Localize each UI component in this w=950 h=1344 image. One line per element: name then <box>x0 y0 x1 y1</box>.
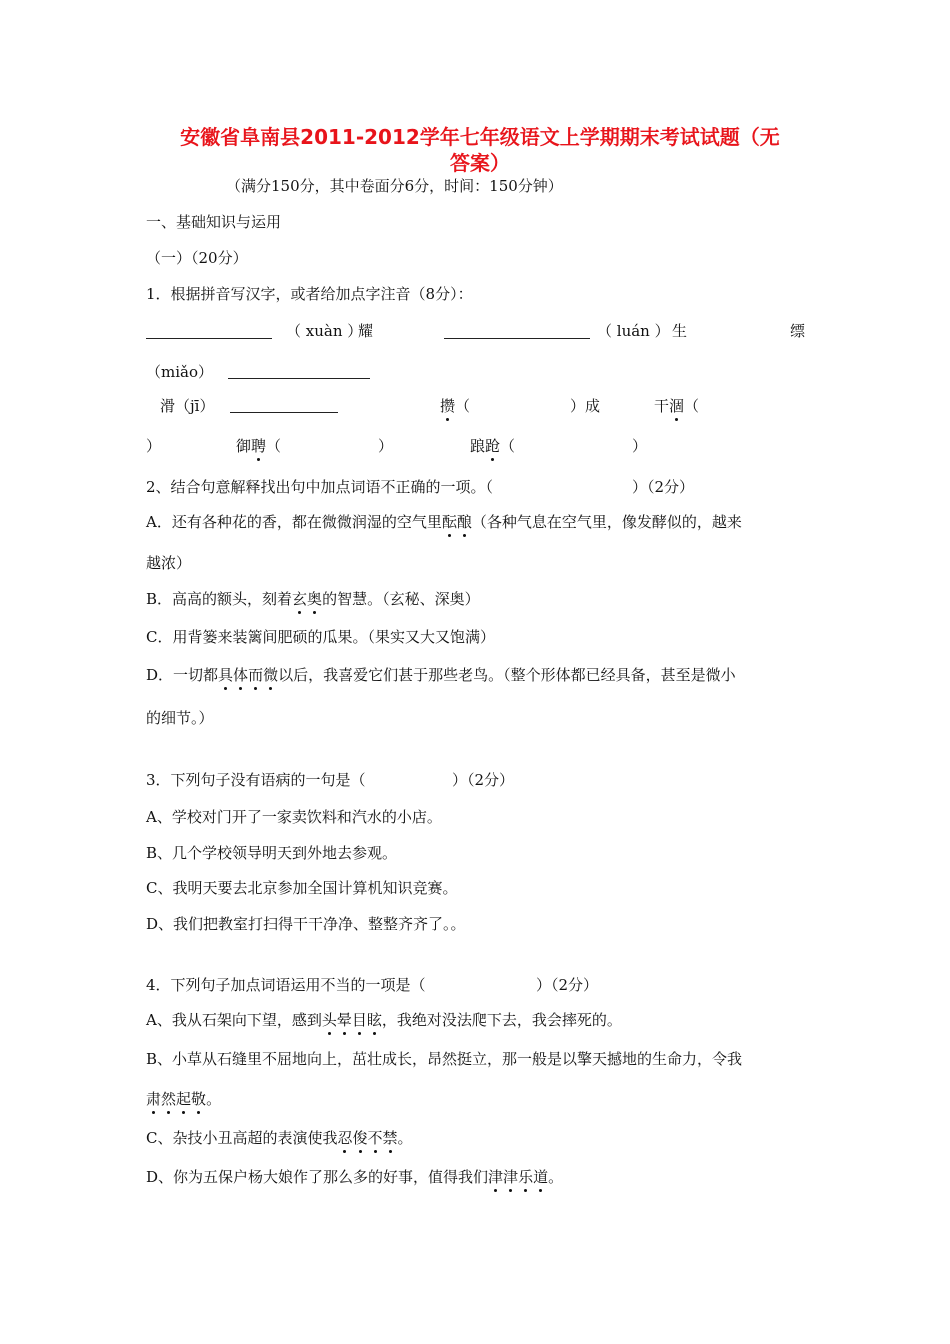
char-sheng: 生 <box>672 322 688 340</box>
char-yao: 耀 <box>358 322 374 340</box>
paren: （ <box>455 397 471 415</box>
text: 的智慧。（玄秘、深奥） <box>322 590 480 608</box>
title-line-1: 安徽省阜南县2011-2012学年七年级语文上学期期末考试试题（无 <box>180 125 780 149</box>
q2-option-a <box>146 512 742 532</box>
char-cheng: ）成 <box>570 397 601 415</box>
dotted-char: 禁 <box>382 1129 398 1147</box>
dotted-char: 奥 <box>307 590 323 608</box>
q4-option-d <box>146 1167 563 1187</box>
dotted-char: 玄 <box>292 590 308 608</box>
dotted-char: 津 <box>488 1168 504 1186</box>
dotted-char: 攒 <box>440 397 456 415</box>
q2-option-c: C．用背篓来装篱间肥硕的瓜果。（果实又大又饱满） <box>146 628 495 646</box>
dotted-char: 酝 <box>441 513 457 531</box>
dotted-char: 晕 <box>336 1011 352 1029</box>
dotted-char: 具 <box>218 666 234 684</box>
text: A、我从石架向下望，感到 <box>146 1011 322 1029</box>
text: 。 <box>548 1168 564 1186</box>
answer-blank[interactable] <box>146 322 272 339</box>
char-hua-ji: 滑（jī） <box>160 397 215 415</box>
paren: ） <box>146 437 162 455</box>
section-heading: 一、基础知识与运用 <box>146 213 282 231</box>
exam-info: （满分150分，其中卷面分6分，时间：150分钟） <box>226 177 563 195</box>
char-liang: 踉 <box>470 437 486 455</box>
dotted-char: 起 <box>176 1090 192 1108</box>
dotted-char: 酿 <box>456 513 472 531</box>
dotted-char: 乐 <box>518 1168 534 1186</box>
q4-score: ）（2分） <box>536 976 599 994</box>
answer-blank[interactable] <box>228 362 370 379</box>
dotted-char: 跄 <box>485 437 501 455</box>
answer-blank[interactable] <box>230 396 338 413</box>
dotted-char: 而 <box>248 666 264 684</box>
text: D．一切都 <box>146 666 219 684</box>
item-yu-pin <box>236 436 281 456</box>
q3-option-a: A、学校对门开了一家卖饮料和汽水的小店。 <box>146 808 442 826</box>
q2-option-b <box>146 589 480 609</box>
q4-option-c <box>146 1128 413 1148</box>
paren: （ <box>500 437 516 455</box>
part-heading: （一）（20分） <box>146 249 248 267</box>
dotted-char: 微 <box>263 666 279 684</box>
char-gan: 干 <box>654 397 670 415</box>
dotted-char: 眩 <box>366 1011 382 1029</box>
q4-option-a <box>146 1010 622 1030</box>
dotted-char: 津 <box>503 1168 519 1186</box>
text: A．还有各种花的香，都在微微润湿的空气里 <box>146 513 442 531</box>
text: 以后，我喜爱它们甚于那些老鸟。（整个形体都已经具备，甚至是微小 <box>278 666 736 684</box>
q3-option-c: C、我明天要去北京参加全国计算机知识竞赛。 <box>146 879 458 897</box>
q3-option-b: B、几个学校领导明天到外地去参观。 <box>146 844 398 862</box>
dotted-char: 体 <box>233 666 249 684</box>
q4-option-b-cont <box>146 1089 221 1109</box>
dotted-char: 头 <box>321 1011 337 1029</box>
answer-blank[interactable] <box>444 322 590 339</box>
dotted-char: 忍 <box>337 1129 353 1147</box>
q3-option-d: D、我们把教室打扫得干干净净、整整齐齐了。。 <box>146 915 466 933</box>
text: B．高高的额头，刻着 <box>146 590 293 608</box>
dotted-char: 道 <box>533 1168 549 1186</box>
text: 。 <box>206 1090 222 1108</box>
q2-option-d <box>146 665 736 685</box>
char-yu: 御 <box>236 437 252 455</box>
paren: ） <box>632 437 648 455</box>
dotted-char: 涸 <box>669 397 685 415</box>
document-title <box>140 124 820 176</box>
item-zan <box>440 396 470 416</box>
dotted-char: 聘 <box>251 437 267 455</box>
q1-prompt: 1．根据拼音写汉字，或者给加点字注音（8分）： <box>146 285 473 303</box>
q3-score: ）（2分） <box>452 771 515 789</box>
dotted-char: 肃 <box>146 1090 162 1108</box>
q2-option-d-cont: 的细节。） <box>146 709 214 727</box>
dotted-char: 敬 <box>191 1090 207 1108</box>
paren: （ <box>266 437 282 455</box>
dotted-char: 然 <box>161 1090 177 1108</box>
q2-score: ）（2分） <box>632 478 695 496</box>
text: D、你为五保户杨大娘作了那么多的好事，值得我们 <box>146 1168 489 1186</box>
q4-option-b: B、小草从石缝里不屈地向上，茁壮成长，昂然挺立，那一般是以擎天撼地的生命力，令我 <box>146 1050 743 1068</box>
text: 。 <box>397 1129 413 1147</box>
char-piao: 缥 <box>790 322 806 340</box>
item-gan-he <box>654 396 699 416</box>
dotted-char: 目 <box>351 1011 367 1029</box>
text: ，我绝对没法爬下去，我会摔死的。 <box>381 1011 622 1029</box>
pinyin-luan: （ luán ） <box>597 322 670 340</box>
dotted-char: 俊 <box>352 1129 368 1147</box>
pinyin-xuan: （ xuàn ） <box>286 322 363 340</box>
q4-prompt: 4．下列句子加点词语运用不当的一项是（ <box>146 976 426 994</box>
paren: （ <box>684 397 700 415</box>
dotted-char: 不 <box>367 1129 383 1147</box>
pinyin-miao: （miǎo） <box>146 363 213 381</box>
q2-option-a-cont: 越浓） <box>146 554 192 572</box>
q2-prompt: 2、结合句意解释找出句中加点词语不正确的一项。（ <box>146 478 494 496</box>
title-line-2: 答案） <box>450 151 510 175</box>
text: C、杂技小丑高超的表演使我 <box>146 1129 338 1147</box>
q3-prompt: 3．下列句子没有语病的一句是（ <box>146 771 366 789</box>
paren: ） <box>378 437 394 455</box>
text: （各种气息在空气里，像发酵似的，越来 <box>471 513 742 531</box>
item-liang-qiang <box>470 436 515 456</box>
